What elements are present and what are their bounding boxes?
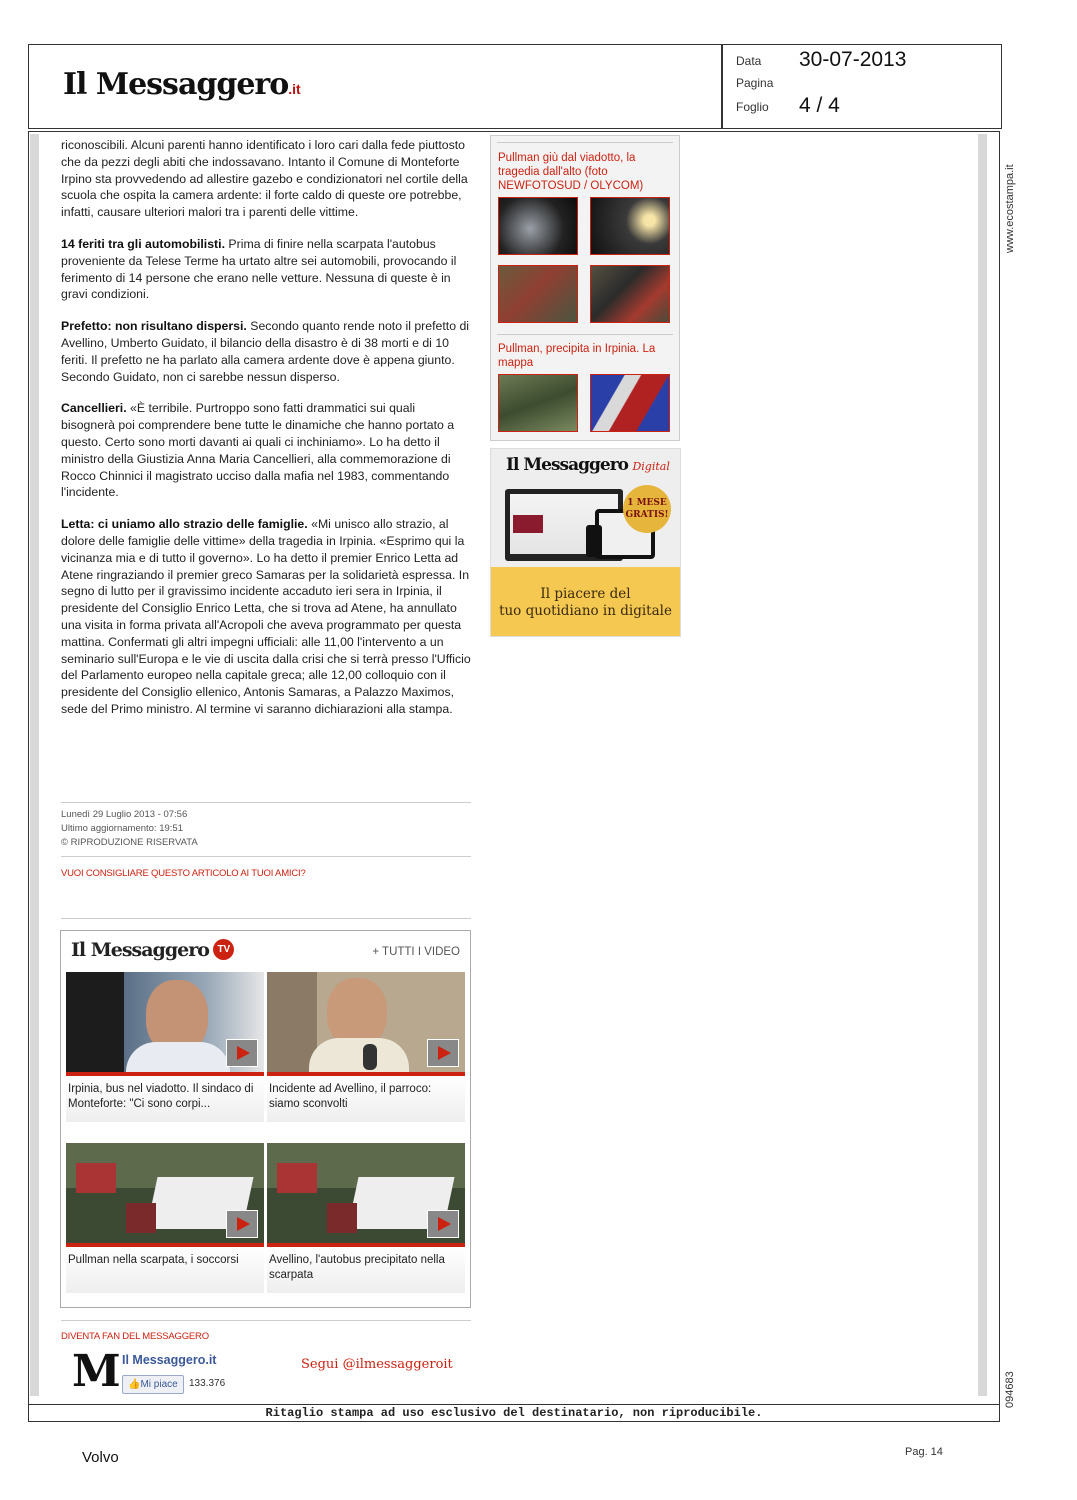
twitter-follow-link[interactable]: Segui @ilmessaggeroit [301, 1357, 453, 1372]
client-name: Volvo [82, 1449, 119, 1466]
gallery-caption[interactable]: Pullman, precipita in Irpinia. La mappa [498, 343, 656, 369]
gallery-thumb[interactable] [590, 265, 670, 323]
clipping-meta-box [722, 44, 1002, 129]
newspaper-logo: Il Messaggero.it [63, 67, 301, 102]
ad-logo: Il Messaggero Digital [506, 455, 670, 475]
facebook-page-name[interactable]: Il Messaggero.it [122, 1353, 217, 1367]
paragraph-heading: Prefetto: non risultano dispersi. [61, 319, 247, 334]
foglio-value: 4 / 4 [799, 94, 840, 117]
digital-subscription-ad[interactable] [490, 448, 681, 637]
video-item[interactable] [267, 1143, 465, 1293]
video-item[interactable] [267, 972, 465, 1122]
video-caption: Incidente ad Avellino, il parroco: siamo sconvolti [267, 1076, 465, 1122]
publish-date: Lunedì 29 Luglio 2013 - 07:56 [61, 809, 188, 820]
ad-tagline: tuo quotidiano in digitale [499, 603, 672, 619]
gallery-thumb[interactable] [498, 265, 578, 323]
article-paragraph: 14 feriti tra gli automobilisti. Prima di finire nella scarpata l'autobus proveniente da Telese Terme ha urtato altre sei automobili, provocando il ferimento di 14 persone che erano nelle vetture. Nessuna di queste è in gravi condizioni. [61, 236, 457, 302]
video-caption: Irpinia, bus nel viadotto. Il sindaco di Monteforte: "Ci sono corpi... [66, 1076, 264, 1122]
article-paragraph: Letta: ci uniamo allo strazio delle famiglie. «Mi unisco allo strazio, al dolore delle famiglie delle vittime» della tragedia in Irpinia. «Esprimo qui la vicinanza mia e di tutto il governo». Lo ha detto il premier Enrico Letta ad Atene ringraziando il premier greco Samaras per la solidarietà espressa. In segno di lutto per il gravissimo incidente accaduto ieri sera in Irpinia, il presidente del Consiglio Enrico Letta, che si trova ad Atene, ha annullato una visita in forma privata all'Acropoli che aveva programmato per questa mattina. Confermati gli altri impegni ufficiali: alle 11,00 l'intervento a un seminario sull'Europa e le vie di uscita dalla crisi che si terrà presso l'Ufficio del Parlamento europeo nella capitale greca; alle 12,00 colloquio con il presidente del Consiglio ellenico, Antonis Samaras, a Palazzo Maximos, sede del Primo ministro. Al termine vi saranno dichiarazioni alla stampa. [61, 517, 471, 716]
video-widget [60, 930, 471, 1308]
paragraph-heading: 14 feriti tra gli automobilisti. [61, 236, 225, 251]
facebook-page-logo: M [72, 1346, 121, 1397]
ad-tagline: Il piacere del [540, 586, 631, 602]
divider [61, 802, 471, 803]
divider [61, 1320, 471, 1321]
ecostampa-label: www.ecostampa.it [1004, 164, 1016, 253]
ad-tagline-band [491, 567, 680, 636]
play-icon[interactable] [427, 1039, 459, 1067]
clip-code: 094683 [1004, 1371, 1016, 1408]
paragraph-heading: Letta: ci uniamo allo strazio delle famiglie. [61, 517, 308, 532]
video-thumbnail [267, 972, 465, 1076]
article-paragraph: riconoscibili. Alcuni parenti hanno identificato i loro cari dalla fede piuttosto che da pezzi degli abiti che indossavano. Intanto il Comune di Monteforte Irpino sta provvedendo ad allestire gazebo e condizionatori nel cortile della scuola che ospita la camera ardente: il forte caldo di queste ore potrebbe, infatti, causare ulteriori malori tra i parenti delle vittime. [61, 138, 468, 220]
all-videos-link[interactable]: + TUTTI I VIDEO [372, 946, 460, 958]
like-button[interactable]: 👍Mi piace [122, 1375, 184, 1394]
gallery-thumb[interactable] [498, 197, 578, 255]
clipping-notice: Ritaglio stampa ad uso esclusivo del destinatario, non riproducibile. [28, 1404, 1000, 1422]
video-item[interactable] [66, 1143, 264, 1293]
article-body [61, 137, 471, 733]
phone-image [586, 525, 602, 557]
divider [61, 856, 471, 857]
update-time: Ultimo aggiornamento: 19:51 [61, 823, 183, 834]
video-thumbnail [66, 1143, 264, 1247]
data-label: Data [736, 54, 762, 68]
fan-page-link[interactable]: DIVENTA FAN DEL MESSAGGERO [61, 1331, 209, 1342]
page-number: Pag. 14 [905, 1446, 943, 1458]
share-article-link[interactable]: VUOI CONSIGLIARE QUESTO ARTICOLO AI TUOI AMICI? [61, 868, 306, 879]
photo-gallery [490, 135, 680, 441]
pagina-label: Pagina [736, 76, 774, 90]
free-month-badge: 1 MESE GRATIS! [623, 485, 671, 533]
article-paragraph: Cancellieri. «È terribile. Purtroppo sono fatti drammatici sui quali bisognerà poi comprendere bene tutte le dinamiche che hanno portato a questo. Certo sono morti davanti ai quali ci inchiniamo». Lo ha detto il ministro della Giustizia Anna Maria Cancellieri, alla commemorazione di Rocco Chinnici il magistrato ucciso dalla mafia nel 1983, commentando l'incidente. [61, 401, 455, 500]
video-caption: Pullman nella scarpata, i soccorsi [66, 1247, 264, 1293]
map-thumb[interactable] [590, 374, 670, 432]
data-value: 30-07-2013 [799, 48, 907, 71]
rights-notice: © RIPRODUZIONE RISERVATA [61, 837, 198, 848]
paragraph-heading: Cancellieri. [61, 401, 127, 416]
play-icon[interactable] [226, 1039, 258, 1067]
video-caption: Avellino, l'autobus precipitato nella scarpata [267, 1247, 465, 1293]
play-icon[interactable] [226, 1210, 258, 1238]
masthead-box [28, 44, 722, 129]
foglio-label: Foglio [736, 100, 769, 114]
video-thumbnail [66, 972, 264, 1076]
gallery-thumb[interactable] [590, 197, 670, 255]
tv-logo: Il Messaggero TV [71, 939, 234, 961]
divider [61, 918, 471, 919]
play-icon[interactable] [427, 1210, 459, 1238]
scroll-edge-right [978, 134, 987, 1396]
article-paragraph: Prefetto: non risultano dispersi. Secondo quanto rende noto il prefetto di Avellino, Umberto Guidato, il bilancio della disastro è di 38 morti e di 10 feriti. Il prefetto ne ha parlato alla camera ardente dove è appena giunto. Secondo Guidato, non ci sarebbe nessun disperso. [61, 319, 470, 384]
map-thumb[interactable] [498, 374, 578, 432]
thumbs-up-icon: 👍 [128, 1379, 141, 1390]
scroll-edge-left [30, 134, 39, 1396]
video-thumbnail [267, 1143, 465, 1247]
gallery-caption[interactable]: Pullman giù dal viadotto, la tragedia dall'alto (foto NEWFOTOSUD / OLYCOM) [498, 152, 644, 192]
like-count: 133.376 [189, 1378, 226, 1389]
video-item[interactable] [66, 972, 264, 1122]
tv-badge-icon: TV [213, 939, 234, 960]
article-meta [61, 808, 471, 850]
